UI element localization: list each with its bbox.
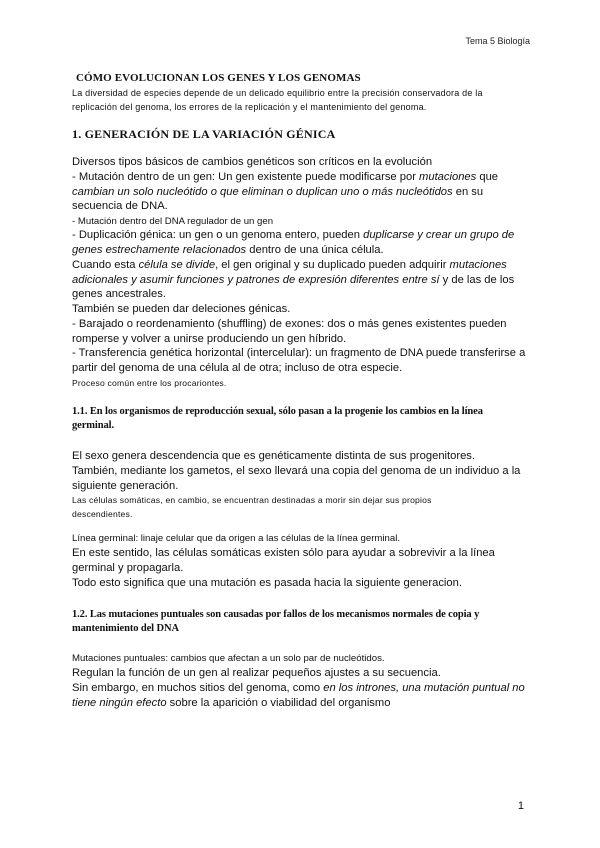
s11-line-3: siguiente generación. xyxy=(72,480,179,492)
s1-line-4: secuencia de DNA. xyxy=(72,200,168,212)
section-1-2-heading-line-2: mantenimiento del DNA xyxy=(72,623,179,634)
s1-line-11: También se pueden dar deleciones génicas. xyxy=(72,303,291,315)
s11-line-4: Las células somáticas, en cambio, se encuentran destinadas a morir sin dejar sus propios xyxy=(72,495,432,505)
s11-line-7: En este sentido, las células somáticas existen sólo para ayudar a sobrevivir a la línea xyxy=(72,547,495,559)
s1-line-1: Diversos tipos básicos de cambios genéticos son críticos en la evolución xyxy=(72,156,433,168)
s11-line-1: El sexo genera descendencia que es genéticamente distinta de sus progenitores. xyxy=(72,450,476,462)
s11-line-8: germinal y propagarla. xyxy=(72,562,184,574)
s1-line-12: - Barajado o reordenamiento (shuffling) de exones: dos o más genes existentes pueden xyxy=(72,318,507,330)
s11-line-2: También, mediante los gametos, el sexo llevará una copia del genoma de un individuo a la xyxy=(72,465,521,477)
s12-line-3: Sin embargo, en muchos sitios del genoma, como en los intrones, una mutación puntual no xyxy=(72,682,525,694)
s1-line-16: Proceso común entre los procariontes. xyxy=(72,378,227,388)
page-number: 1 xyxy=(517,800,524,812)
s11-line-6: Línea germinal: linaje celular que da origen a las células de la línea germinal. xyxy=(72,533,400,544)
s1-line-13: romperse y volver a unirse produciendo un gen híbrido. xyxy=(72,333,347,345)
s1-line-6: - Duplicación génica: un gen o un genoma entero, pueden duplicarse y crear un grupo de xyxy=(72,229,515,241)
s12-line-1: Mutaciones puntuales: cambios que afectan a un solo par de nucleótidos. xyxy=(72,653,385,664)
intro-line-2: replicación del genoma, los errores de la replicación y el mantenimiento del genoma. xyxy=(72,102,427,112)
s11-line-9: Todo esto significa que una mutación es pasada hacia la siguiente generacion. xyxy=(72,577,462,589)
s1-line-9: adicionales y asumir funciones y patrones de expresión diferentes entre sí y de las de los xyxy=(72,274,515,286)
section-1-1-heading-line-2: germinal. xyxy=(72,420,114,431)
section-1-1-heading-line-1: 1.1. En los organismos de reproducción sexual, sólo pasan a la progenie los cambios en la línea xyxy=(72,406,483,417)
s1-line-14: - Transferencia genética horizontal (intercelular): un fragmento de DNA puede transferirse a xyxy=(72,347,526,359)
document-title: CÓMO EVOLUCIONAN LOS GENES Y LOS GENOMAS xyxy=(76,72,361,84)
s1-line-5: - Mutación dentro del DNA regulador de un gen xyxy=(72,216,274,227)
section-1-2-heading-line-1: 1.2. Las mutaciones puntuales son causadas por fallos de los mecanismos normales de copia y xyxy=(72,609,480,620)
s1-line-7: genes estrechamente relacionados dentro de una única célula. xyxy=(72,244,384,256)
page-header: Tema 5 Biología xyxy=(465,36,530,46)
s12-line-2: Regulan la función de un gen al realizar pequeños ajustes a su secuencia. xyxy=(72,667,441,679)
s11-line-5: descendientes. xyxy=(72,509,133,519)
s1-line-8: Cuando esta célula se divide, el gen original y su duplicado pueden adquirir mutaciones xyxy=(72,259,507,271)
s12-line-4: tiene ningún efecto sobre la aparición o viabilidad del organismo xyxy=(72,697,391,709)
s1-line-10: genes ancestrales. xyxy=(72,288,166,300)
section-1-heading: 1. GENERACIÓN DE LA VARIACIÓN GÉNICA xyxy=(72,127,336,141)
s1-line-15: partir del genoma de una célula al de otra; incluso de otra especie. xyxy=(72,362,403,374)
intro-line-1: La diversidad de especies depende de un delicado equilibrio entre la precisión conservadora de la xyxy=(72,88,483,98)
s1-line-3: cambian un solo nucleótido o que eliminan o duplican uno o más nucleótidos en su xyxy=(72,186,484,198)
s1-line-2: - Mutación dentro de un gen: Un gen existente puede modificarse por mutaciones que xyxy=(72,171,499,183)
